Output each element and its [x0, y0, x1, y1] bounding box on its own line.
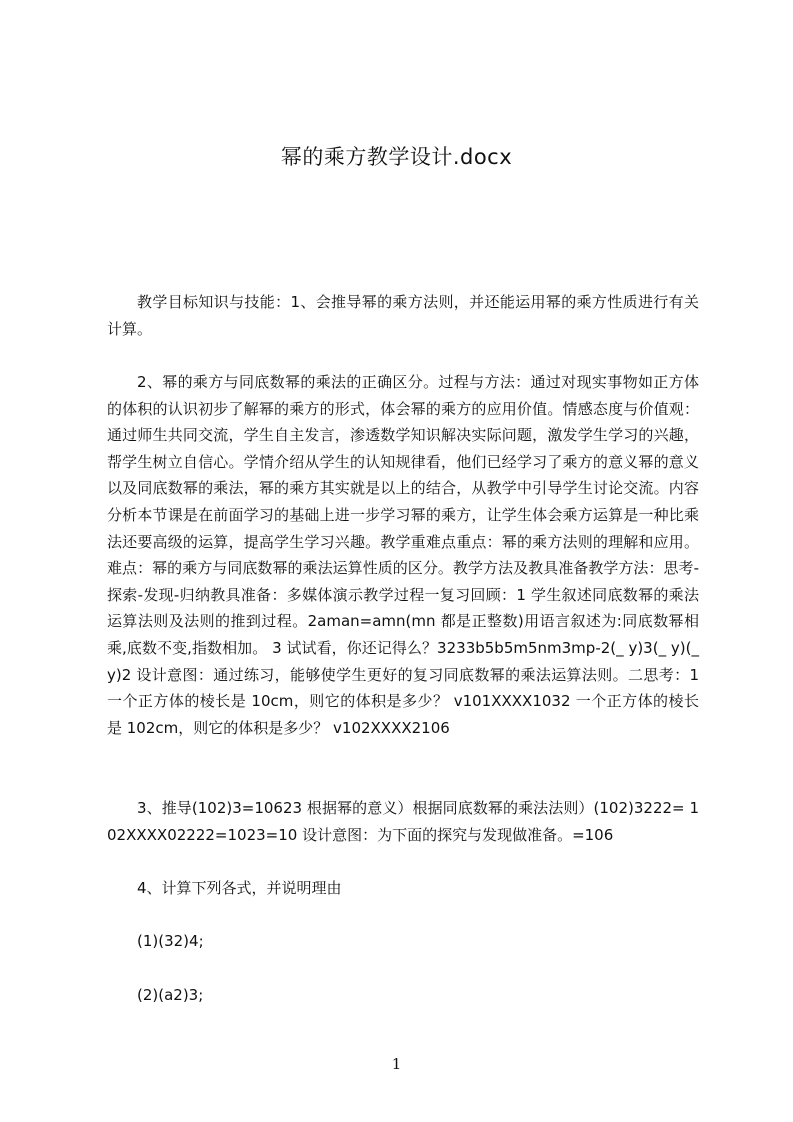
paragraph-teaching-process: 2、幂的乘方与同底数幂的乘法的正确区分。过程与方法：通过对现实事物如正方体的体积的认识初步了解幂的乘方的形式，体会幂的乘方的应用价值。情感态度与价值观：通过师生共同交流，学生自主发言，渗透数学知识解决实际问题，激发学生学习的兴趣，帮学生树立自信心。学情介绍从学生的认知规律看，他们已经学习了乘方的意义幂的意义以及同底数幂的乘法，幂的乘方其实就是以上的结合，从教学中引导学生讨论交流。内容分析本节课是在前面学习的基础上进一步学习幂的乘方，让学生体会乘方运算是一种比乘法还要高级的运算，提高学生学习兴趣。教学重难点重点：幂的乘方法则的理解和应用。难点：幂的乘方与同底数幂的乘法运算性质的区分。教学方法及教具准备教学方法：思考-探索-发现-归纳教具准备：多媒体演示教学过程一复习回顾：1 学生叙述同底数幂的乘法运算法则及法则的推到过程。2aman=amn(mn 都是正整数)用语言叙述为:同底数幂相乘,底数不变,指数相加。 3 试试看，你还记得么？3233b5b5m5nm3mp-2(_ y)3(_ y)(_ y)2 设计意图：通过练习，能够使学生更好的复习同底数幂的乘法运算法则。二思考：1 一个正方体的棱长是 10cm，则它的体积是多少？ v101XXXX1032 一个正方体的棱长是 102cm，则它的体积是多少？ v102XXXX2106: [107, 373, 699, 737]
paragraph-derivation: 3、推导(102)3=10623 根据幂的意义）根据同底数幂的乘法法则）(102)3222= 102XXXX02222=1023=10 设计意图：为下面的探究与发现做准备。=106: [107, 799, 699, 844]
document-title: 幂的乘方教学设计.docx: [280, 145, 513, 169]
paragraph-exercise-heading: 4、计算下列各式，并说明理由: [137, 879, 342, 897]
page-number: 1: [391, 1055, 402, 1073]
paragraph-teaching-objectives: 教学目标知识与技能：1、会推导幂的乘方法则，并还能运用幂的乘方性质进行有关计算。: [107, 293, 699, 338]
paragraph-exercise-2: (2)(a2)3;: [137, 986, 204, 1004]
paragraph-exercise-1: (1)(32)4;: [137, 932, 204, 950]
